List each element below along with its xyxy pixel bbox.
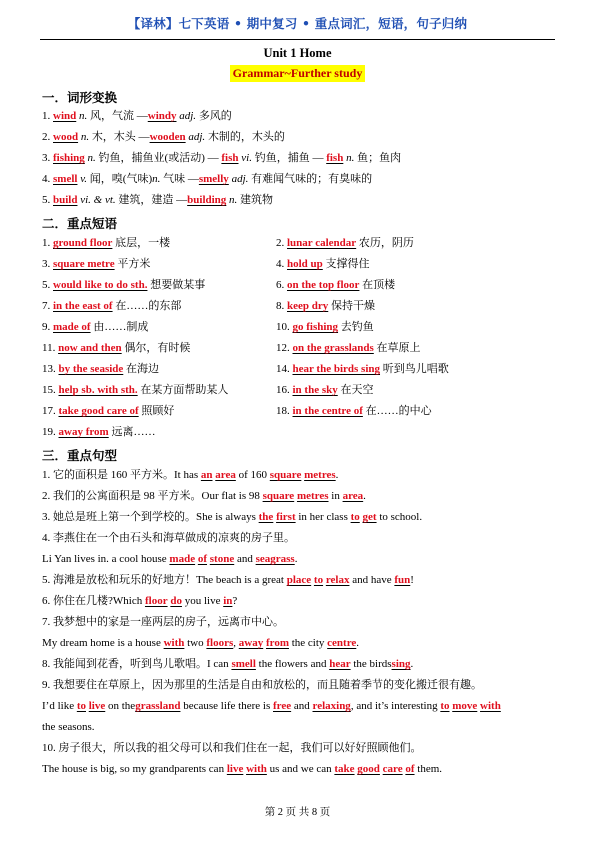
answer-word: floors bbox=[206, 637, 234, 649]
item-number: 12. bbox=[276, 342, 293, 354]
meaning: 钓鱼，捕鱼业(或活动) — bbox=[98, 152, 222, 164]
vocab-item bbox=[42, 130, 557, 144]
answer-word: seagrass bbox=[255, 553, 295, 565]
sentence-chinese: 1. 它的面积是 160 平方米。 bbox=[42, 469, 174, 481]
answer-word: fishing bbox=[53, 152, 85, 164]
phrase-item bbox=[42, 383, 228, 397]
answer-word: place bbox=[286, 574, 312, 586]
sentence-text: , bbox=[233, 637, 239, 649]
answer-word: fish bbox=[221, 152, 239, 164]
sentence-chinese: 8. 我能闻到花香，听到鸟儿歌唱。 bbox=[42, 658, 207, 670]
sentence-item bbox=[42, 573, 557, 587]
answer-phrase: now and then bbox=[58, 342, 122, 354]
sentence-chinese: 9. 我想要住在草原上，因为那里的生活是自由和放松的，而且随着季节的变化搬迁很有趣。 bbox=[42, 679, 482, 691]
answer-word: care bbox=[382, 763, 403, 775]
sentence-text: I’d like bbox=[42, 700, 77, 712]
answer-phrase: on the top floor bbox=[287, 279, 360, 291]
meaning: 风，气流 — bbox=[90, 110, 148, 122]
meaning: 鱼；鱼肉 bbox=[357, 152, 402, 164]
sentence-chinese: 6. 你住在几楼? bbox=[42, 595, 113, 607]
item-number: 5. bbox=[42, 194, 53, 206]
meaning: 去钓鱼 bbox=[340, 321, 374, 333]
sentence-item bbox=[42, 594, 557, 608]
header-rule bbox=[40, 39, 555, 40]
sentence-text: the city bbox=[288, 637, 328, 649]
meaning: 在海边 bbox=[126, 363, 160, 375]
part-of-speech: adj. bbox=[188, 131, 206, 143]
answer-word: with bbox=[246, 763, 267, 775]
meaning: 建筑物 bbox=[240, 194, 274, 206]
meaning: 在顶楼 bbox=[362, 279, 396, 291]
answer-word: smell bbox=[53, 173, 78, 185]
item-number: 2. bbox=[276, 237, 287, 249]
answer-word: centre bbox=[327, 637, 357, 649]
phrase-item bbox=[276, 362, 449, 376]
part-of-speech: vi. bbox=[241, 152, 252, 164]
answer-word: do bbox=[170, 595, 182, 607]
item-number: 4. bbox=[42, 173, 53, 185]
sentence-text: in her class bbox=[295, 511, 351, 523]
sentence-continuation bbox=[42, 720, 557, 734]
subtitle-highlight: Grammar~Further study bbox=[230, 65, 366, 82]
answer-word: an bbox=[200, 469, 213, 481]
sentence-chinese: 2. 我们的公寓面积是 98 平方米。 bbox=[42, 490, 202, 502]
answer-word: building bbox=[187, 194, 227, 206]
part-of-speech: n. bbox=[152, 173, 161, 185]
answer-phrase: help sb. with sth. bbox=[58, 384, 138, 396]
sentence-item bbox=[42, 636, 557, 650]
answer-word: build bbox=[53, 194, 78, 206]
meaning: 木，木头 — bbox=[91, 131, 150, 143]
sentence-text: in bbox=[328, 490, 343, 502]
vocab-item bbox=[42, 109, 557, 123]
part-of-speech: adj. bbox=[179, 110, 197, 122]
answer-word: fun bbox=[394, 574, 411, 586]
vocab-item bbox=[42, 193, 557, 207]
sentence-chinese-line bbox=[42, 615, 557, 629]
answer-word: live bbox=[88, 700, 106, 712]
meaning: 在草原上 bbox=[376, 342, 421, 354]
answer-phrase: hold up bbox=[287, 258, 323, 270]
phrase-item bbox=[42, 236, 170, 250]
item-number: 14. bbox=[276, 363, 293, 375]
item-number: 19. bbox=[42, 426, 59, 438]
sentence-text: and have bbox=[349, 574, 395, 586]
sentence-text: two bbox=[184, 637, 207, 649]
unit-title: Unit 1 Home bbox=[263, 46, 332, 60]
meaning: 在……的东部 bbox=[115, 300, 182, 312]
item-number: 18. bbox=[276, 405, 293, 417]
phrase-item bbox=[42, 341, 190, 355]
sentence-item bbox=[42, 699, 557, 713]
sentence-chinese-line bbox=[42, 741, 557, 755]
subtitle-wrap bbox=[0, 64, 595, 82]
meaning: 由……制成 bbox=[93, 321, 149, 333]
meaning: 多风的 bbox=[198, 110, 232, 122]
sentence-item bbox=[42, 552, 557, 566]
part-of-speech: vi. & vt. bbox=[80, 194, 116, 206]
answer-phrase: on the grasslands bbox=[292, 342, 374, 354]
sentence-text: . bbox=[356, 637, 360, 649]
sentence-text: . bbox=[335, 469, 339, 481]
answer-word: free bbox=[273, 700, 292, 712]
sentence-text: the birds bbox=[350, 658, 392, 670]
item-number: 3. bbox=[42, 258, 53, 270]
answer-phrase: keep dry bbox=[287, 300, 329, 312]
answer-phrase: take good care of bbox=[58, 405, 139, 417]
sentence-text: the seasons. bbox=[42, 721, 95, 733]
answer-word: square bbox=[269, 469, 302, 481]
item-number: 6. bbox=[276, 279, 287, 291]
answer-word: with bbox=[480, 700, 501, 712]
answer-phrase: away from bbox=[58, 426, 109, 438]
sentence-chinese: 3. 她总是班上第一个到学校的。 bbox=[42, 511, 196, 523]
part-of-speech: n. bbox=[87, 152, 96, 164]
answer-word: area bbox=[215, 469, 236, 481]
item-number: 9. bbox=[42, 321, 53, 333]
answer-phrase: lunar calendar bbox=[287, 237, 357, 249]
item-number: 8. bbox=[276, 300, 287, 312]
sentence-text: you live bbox=[181, 595, 224, 607]
answer-word: fish bbox=[326, 152, 344, 164]
answer-phrase: would like to do sth. bbox=[53, 279, 148, 291]
meaning: 偶尔，有时候 bbox=[124, 342, 191, 354]
answer-word: take bbox=[334, 763, 355, 775]
item-number: 5. bbox=[42, 279, 53, 291]
answer-phrase: hear the birds sing bbox=[292, 363, 381, 375]
meaning: 听到鸟儿唱歌 bbox=[382, 363, 449, 375]
phrase-item bbox=[42, 425, 155, 439]
item-number: 7. bbox=[42, 300, 53, 312]
answer-word: relaxing bbox=[312, 700, 351, 712]
answer-word: sing bbox=[391, 658, 411, 670]
item-number: 4. bbox=[276, 258, 287, 270]
item-number: 16. bbox=[276, 384, 293, 396]
answer-word: windy bbox=[147, 110, 177, 122]
sentence-chinese: 10. 房子很大，所以我的祖父母可以和我们住在一起，我们可以好好照顾他们。 bbox=[42, 742, 422, 754]
sentence-text: The beach is a great bbox=[196, 574, 287, 586]
sentence-text: Our flat is 98 bbox=[201, 490, 263, 502]
meaning: 钓鱼，捕鱼 — bbox=[254, 152, 327, 164]
sentence-chinese-line bbox=[42, 678, 557, 692]
meaning: 气味 — bbox=[163, 173, 199, 185]
sentence-text: and bbox=[291, 700, 313, 712]
meaning: 在天空 bbox=[340, 384, 374, 396]
meaning: 照顾好 bbox=[141, 405, 175, 417]
answer-word: metres bbox=[304, 469, 336, 481]
answer-word: in bbox=[223, 595, 233, 607]
part-of-speech: v. bbox=[80, 173, 88, 185]
answer-word: wood bbox=[53, 131, 79, 143]
answer-word: of bbox=[197, 553, 208, 565]
sentence-item bbox=[42, 468, 557, 482]
answer-word: get bbox=[362, 511, 377, 523]
answer-word: to bbox=[76, 700, 86, 712]
item-number: 2. bbox=[42, 131, 53, 143]
answer-word: to bbox=[313, 574, 324, 586]
phrase-item bbox=[42, 257, 150, 271]
meaning: 农历，阴历 bbox=[358, 237, 414, 249]
sentence-chinese: 5. 海滩是放松和玩乐的好地方！ bbox=[42, 574, 196, 586]
section-heading-phrases: 二．重点短语 bbox=[42, 216, 118, 231]
sentence-text: because life there is bbox=[180, 700, 273, 712]
sentence-text: My dream home is a house bbox=[42, 637, 164, 649]
meaning: 在……的中心 bbox=[365, 405, 432, 417]
item-number: 1. bbox=[42, 237, 53, 249]
phrase-item bbox=[276, 383, 374, 397]
item-number: 15. bbox=[42, 384, 59, 396]
sentence-text: I can bbox=[207, 658, 232, 670]
answer-word: good bbox=[357, 763, 380, 775]
item-number: 10. bbox=[276, 321, 293, 333]
sentence-text: on the bbox=[105, 700, 136, 712]
phrase-item bbox=[276, 236, 414, 250]
sentence-text: The house is big, so my grandparents can bbox=[42, 763, 227, 775]
answer-word: to bbox=[350, 511, 360, 523]
sentence-text: . bbox=[294, 553, 298, 565]
part-of-speech: adj. bbox=[231, 173, 249, 185]
answer-word: wooden bbox=[149, 131, 186, 143]
answer-phrase: by the seaside bbox=[58, 363, 124, 375]
answer-phrase: go fishing bbox=[292, 321, 339, 333]
item-number: 3. bbox=[42, 152, 53, 164]
phrase-item bbox=[42, 404, 174, 418]
phrase-item bbox=[276, 278, 395, 292]
answer-phrase: in the sky bbox=[292, 384, 338, 396]
meaning: 保持干燥 bbox=[331, 300, 375, 312]
answer-phrase: ground floor bbox=[53, 237, 113, 249]
answer-word: area bbox=[342, 490, 364, 502]
meaning: 建筑，建造 — bbox=[118, 194, 188, 206]
phrase-item bbox=[276, 404, 432, 418]
sentence-item bbox=[42, 657, 557, 671]
answer-word: live bbox=[226, 763, 244, 775]
sentence-chinese: 4. 李燕住在一个由石头和海草做成的凉爽的房子里。 bbox=[42, 532, 295, 544]
phrase-item bbox=[276, 341, 421, 355]
answer-word: wind bbox=[53, 110, 77, 122]
sentence-text: Li Yan lives in. a cool house bbox=[42, 553, 170, 565]
phrase-item bbox=[276, 257, 370, 271]
answer-phrase: square metre bbox=[53, 258, 115, 270]
answer-word: square bbox=[262, 490, 295, 502]
answer-word: move bbox=[452, 700, 478, 712]
item-number: 11. bbox=[42, 342, 59, 354]
answer-word: metres bbox=[296, 490, 329, 502]
item-number: 17. bbox=[42, 405, 59, 417]
sentence-text: ! bbox=[410, 574, 414, 586]
sentence-text: and bbox=[234, 553, 256, 565]
answer-word: with bbox=[163, 637, 185, 649]
page-header: 【译林】七下英语 • 期中复习 • 重点词汇，短语，句子归纳 bbox=[127, 16, 468, 31]
sentence-text: , and it’s interesting bbox=[350, 700, 441, 712]
sentence-text: the flowers and bbox=[255, 658, 330, 670]
answer-word: away bbox=[238, 637, 264, 649]
answer-word: hear bbox=[329, 658, 351, 670]
phrase-item bbox=[42, 278, 205, 292]
sentence-text: of 160 bbox=[235, 469, 270, 481]
sentence-text: It has bbox=[174, 469, 201, 481]
vocab-item bbox=[42, 151, 557, 165]
answer-word: relax bbox=[325, 574, 350, 586]
phrase-item bbox=[276, 299, 375, 313]
meaning: 想要做某事 bbox=[150, 279, 206, 291]
sentence-chinese-line bbox=[42, 531, 557, 545]
sentence-text: to school. bbox=[376, 511, 423, 523]
sentence-chinese: 7. 我梦想中的家是一座两层的房子，远离市中心。 bbox=[42, 616, 284, 628]
meaning: 木制的，木头的 bbox=[207, 131, 285, 143]
meaning: 平方米 bbox=[117, 258, 151, 270]
sentence-item bbox=[42, 489, 557, 503]
answer-phrase: in the centre of bbox=[292, 405, 363, 417]
answer-word: made bbox=[169, 553, 196, 565]
meaning: 支撑得住 bbox=[325, 258, 370, 270]
phrase-item bbox=[42, 320, 148, 334]
answer-word: smelly bbox=[198, 173, 229, 185]
meaning: 远离…… bbox=[111, 426, 156, 438]
answer-phrase: made of bbox=[53, 321, 91, 333]
sentence-item bbox=[42, 510, 557, 524]
part-of-speech: n. bbox=[229, 194, 238, 206]
part-of-speech: n. bbox=[80, 131, 90, 143]
phrase-item bbox=[42, 362, 159, 376]
part-of-speech: n. bbox=[79, 110, 88, 122]
part-of-speech: n. bbox=[346, 152, 355, 164]
answer-word: the bbox=[258, 511, 274, 523]
answer-word: of bbox=[405, 763, 415, 775]
sentence-text: . bbox=[410, 658, 414, 670]
sentence-text: ? bbox=[232, 595, 238, 607]
answer-word: floor bbox=[144, 595, 168, 607]
meaning: 底层，一楼 bbox=[115, 237, 171, 249]
item-number: 1. bbox=[42, 110, 53, 122]
section-heading-sentences: 三．重点句型 bbox=[42, 448, 118, 463]
sentence-text: She is always bbox=[196, 511, 259, 523]
section-heading-vocab: 一．词形变换 bbox=[42, 90, 118, 105]
answer-word: to bbox=[440, 700, 450, 712]
phrase-item bbox=[42, 299, 181, 313]
answer-word: first bbox=[276, 511, 296, 523]
meaning: 闻，嗅(气味) bbox=[89, 173, 153, 185]
meaning: 在某方面帮助某人 bbox=[140, 384, 229, 396]
vocab-item bbox=[42, 172, 557, 186]
sentence-text: . bbox=[363, 490, 366, 502]
meaning: 有难闻气味的；有臭味的 bbox=[251, 173, 373, 185]
answer-word: stone bbox=[209, 553, 235, 565]
answer-phrase: in the east of bbox=[53, 300, 113, 312]
sentence-text: them. bbox=[414, 763, 443, 775]
phrase-item bbox=[276, 320, 374, 334]
page-footer: 第 2 页 共 8 页 bbox=[264, 807, 331, 818]
sentence-text: Which bbox=[112, 595, 145, 607]
item-number: 13. bbox=[42, 363, 59, 375]
sentence-item bbox=[42, 762, 557, 776]
answer-word: smell bbox=[231, 658, 256, 670]
sentence-text: us and we can bbox=[266, 763, 335, 775]
answer-word: from bbox=[265, 637, 289, 649]
answer-word: grassland bbox=[135, 700, 181, 712]
